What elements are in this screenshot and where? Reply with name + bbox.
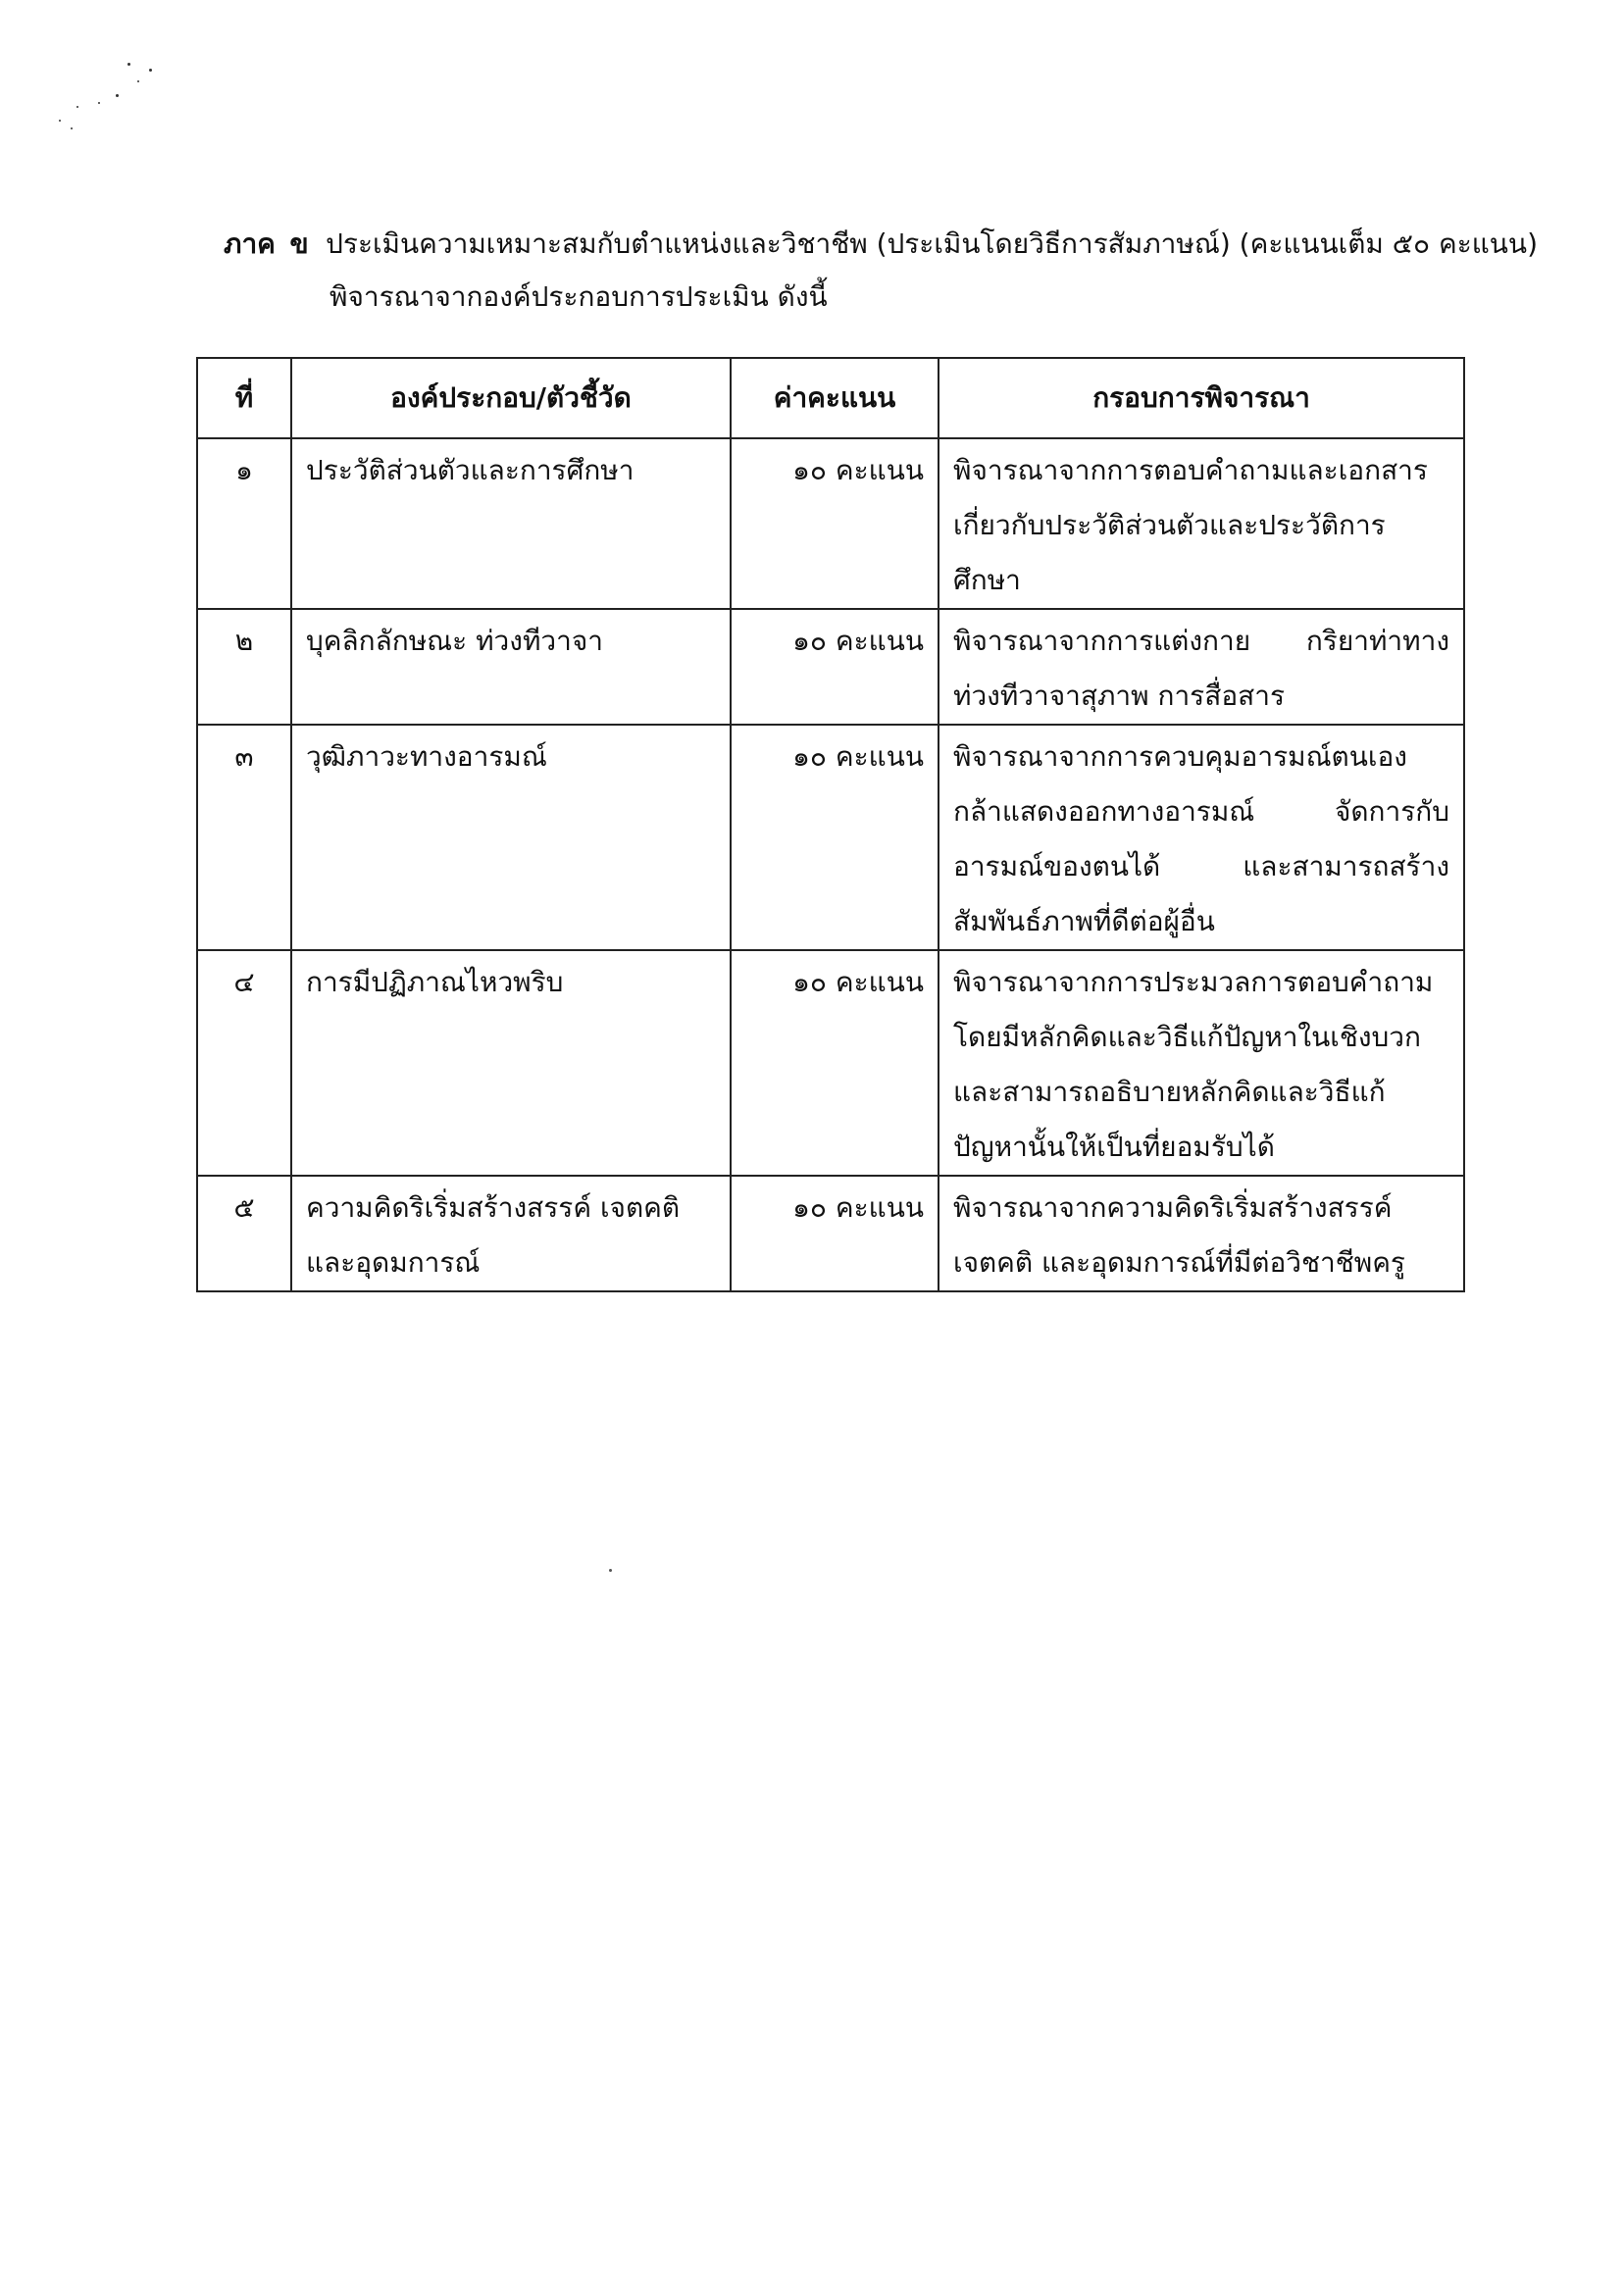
row-component: ประวัติส่วนตัวและการศึกษา: [291, 438, 731, 609]
section-heading: [224, 218, 1538, 324]
section-subtitle: พิจารณาจากองค์ประกอบการประเมิน ดังนี้: [330, 280, 828, 313]
section-title: ประเมินความเหมาะสมกับตำแหน่งและวิชาชีพ (ประเมินโดยวิธีการสัมภาษณ์) (คะแนนเต็ม ๕๐ คะแนน): [326, 227, 1538, 260]
scan-speck: [71, 127, 73, 129]
row-framework: พิจารณาจากการประมวลการตอบคำถาม โดยมีหลักคิดและวิธีแก้ปัญหาในเชิงบวก และสามารถอธิบายหลักคิดและวิธีแก้ปัญหานั้นให้เป็นที่ยอมรับได้: [939, 950, 1464, 1176]
scan-speck: [137, 80, 139, 82]
row-score: ๑๐ คะแนน: [731, 1176, 939, 1291]
scan-speck: [98, 102, 100, 104]
row-score: ๑๐ คะแนน: [731, 609, 939, 725]
row-number: ๓: [197, 725, 291, 950]
row-component: การมีปฏิภาณไหวพริบ: [291, 950, 731, 1176]
part-label: ภาค: [224, 227, 276, 260]
row-score: ๑๐ คะแนน: [731, 725, 939, 950]
row-score: ๑๐ คะแนน: [731, 950, 939, 1176]
row-component: วุฒิภาวะทางอารมณ์: [291, 725, 731, 950]
row-number: ๔: [197, 950, 291, 1176]
table-header-row: [197, 358, 1464, 438]
table-row: [197, 950, 1464, 1176]
header-component: องค์ประกอบ/ตัวชี้วัด: [291, 358, 731, 438]
row-score: ๑๐ คะแนน: [731, 438, 939, 609]
header-framework: กรอบการพิจารณา: [939, 358, 1464, 438]
scan-speck: [116, 94, 119, 97]
row-framework: พิจารณาจากการตอบคำถามและเอกสารเกี่ยวกับประวัติส่วนตัวและประวัติการศึกษา: [939, 438, 1464, 609]
scan-speck: [149, 69, 152, 72]
scan-speck: [59, 120, 61, 122]
row-component: บุคลิกลักษณะ ท่วงทีวาจา: [291, 609, 731, 725]
header-no: ที่: [197, 358, 291, 438]
row-framework: พิจารณาจากการแต่งกาย กริยาท่าทาง ท่วงทีวาจาสุภาพ การสื่อสาร: [939, 609, 1464, 725]
scan-speck: [127, 63, 130, 66]
table-row: [197, 725, 1464, 950]
table-row: [197, 438, 1464, 609]
table-row: [197, 609, 1464, 725]
criteria-table: [196, 357, 1465, 1292]
scan-speck: [609, 1569, 612, 1572]
row-component: ความคิดริเริ่มสร้างสรรค์ เจตคติ และอุดมการณ์: [291, 1176, 731, 1291]
part-letter: ข: [289, 227, 309, 260]
header-score: ค่าคะแนน: [731, 358, 939, 438]
row-framework: พิจารณาจากการควบคุมอารมณ์ตนเอง กล้าแสดงออกทางอารมณ์ จัดการกับอารมณ์ของตนได้ และสามารถสร้างสัมพันธ์ภาพที่ดีต่อผู้อื่น: [939, 725, 1464, 950]
scan-speck: [76, 106, 78, 108]
row-number: ๒: [197, 609, 291, 725]
table-row: [197, 1176, 1464, 1291]
row-framework: พิจารณาจากความคิดริเริ่มสร้างสรรค์ เจตคติ และอุดมการณ์ที่มีต่อวิชาชีพครู: [939, 1176, 1464, 1291]
row-number: ๑: [197, 438, 291, 609]
row-number: ๕: [197, 1176, 291, 1291]
